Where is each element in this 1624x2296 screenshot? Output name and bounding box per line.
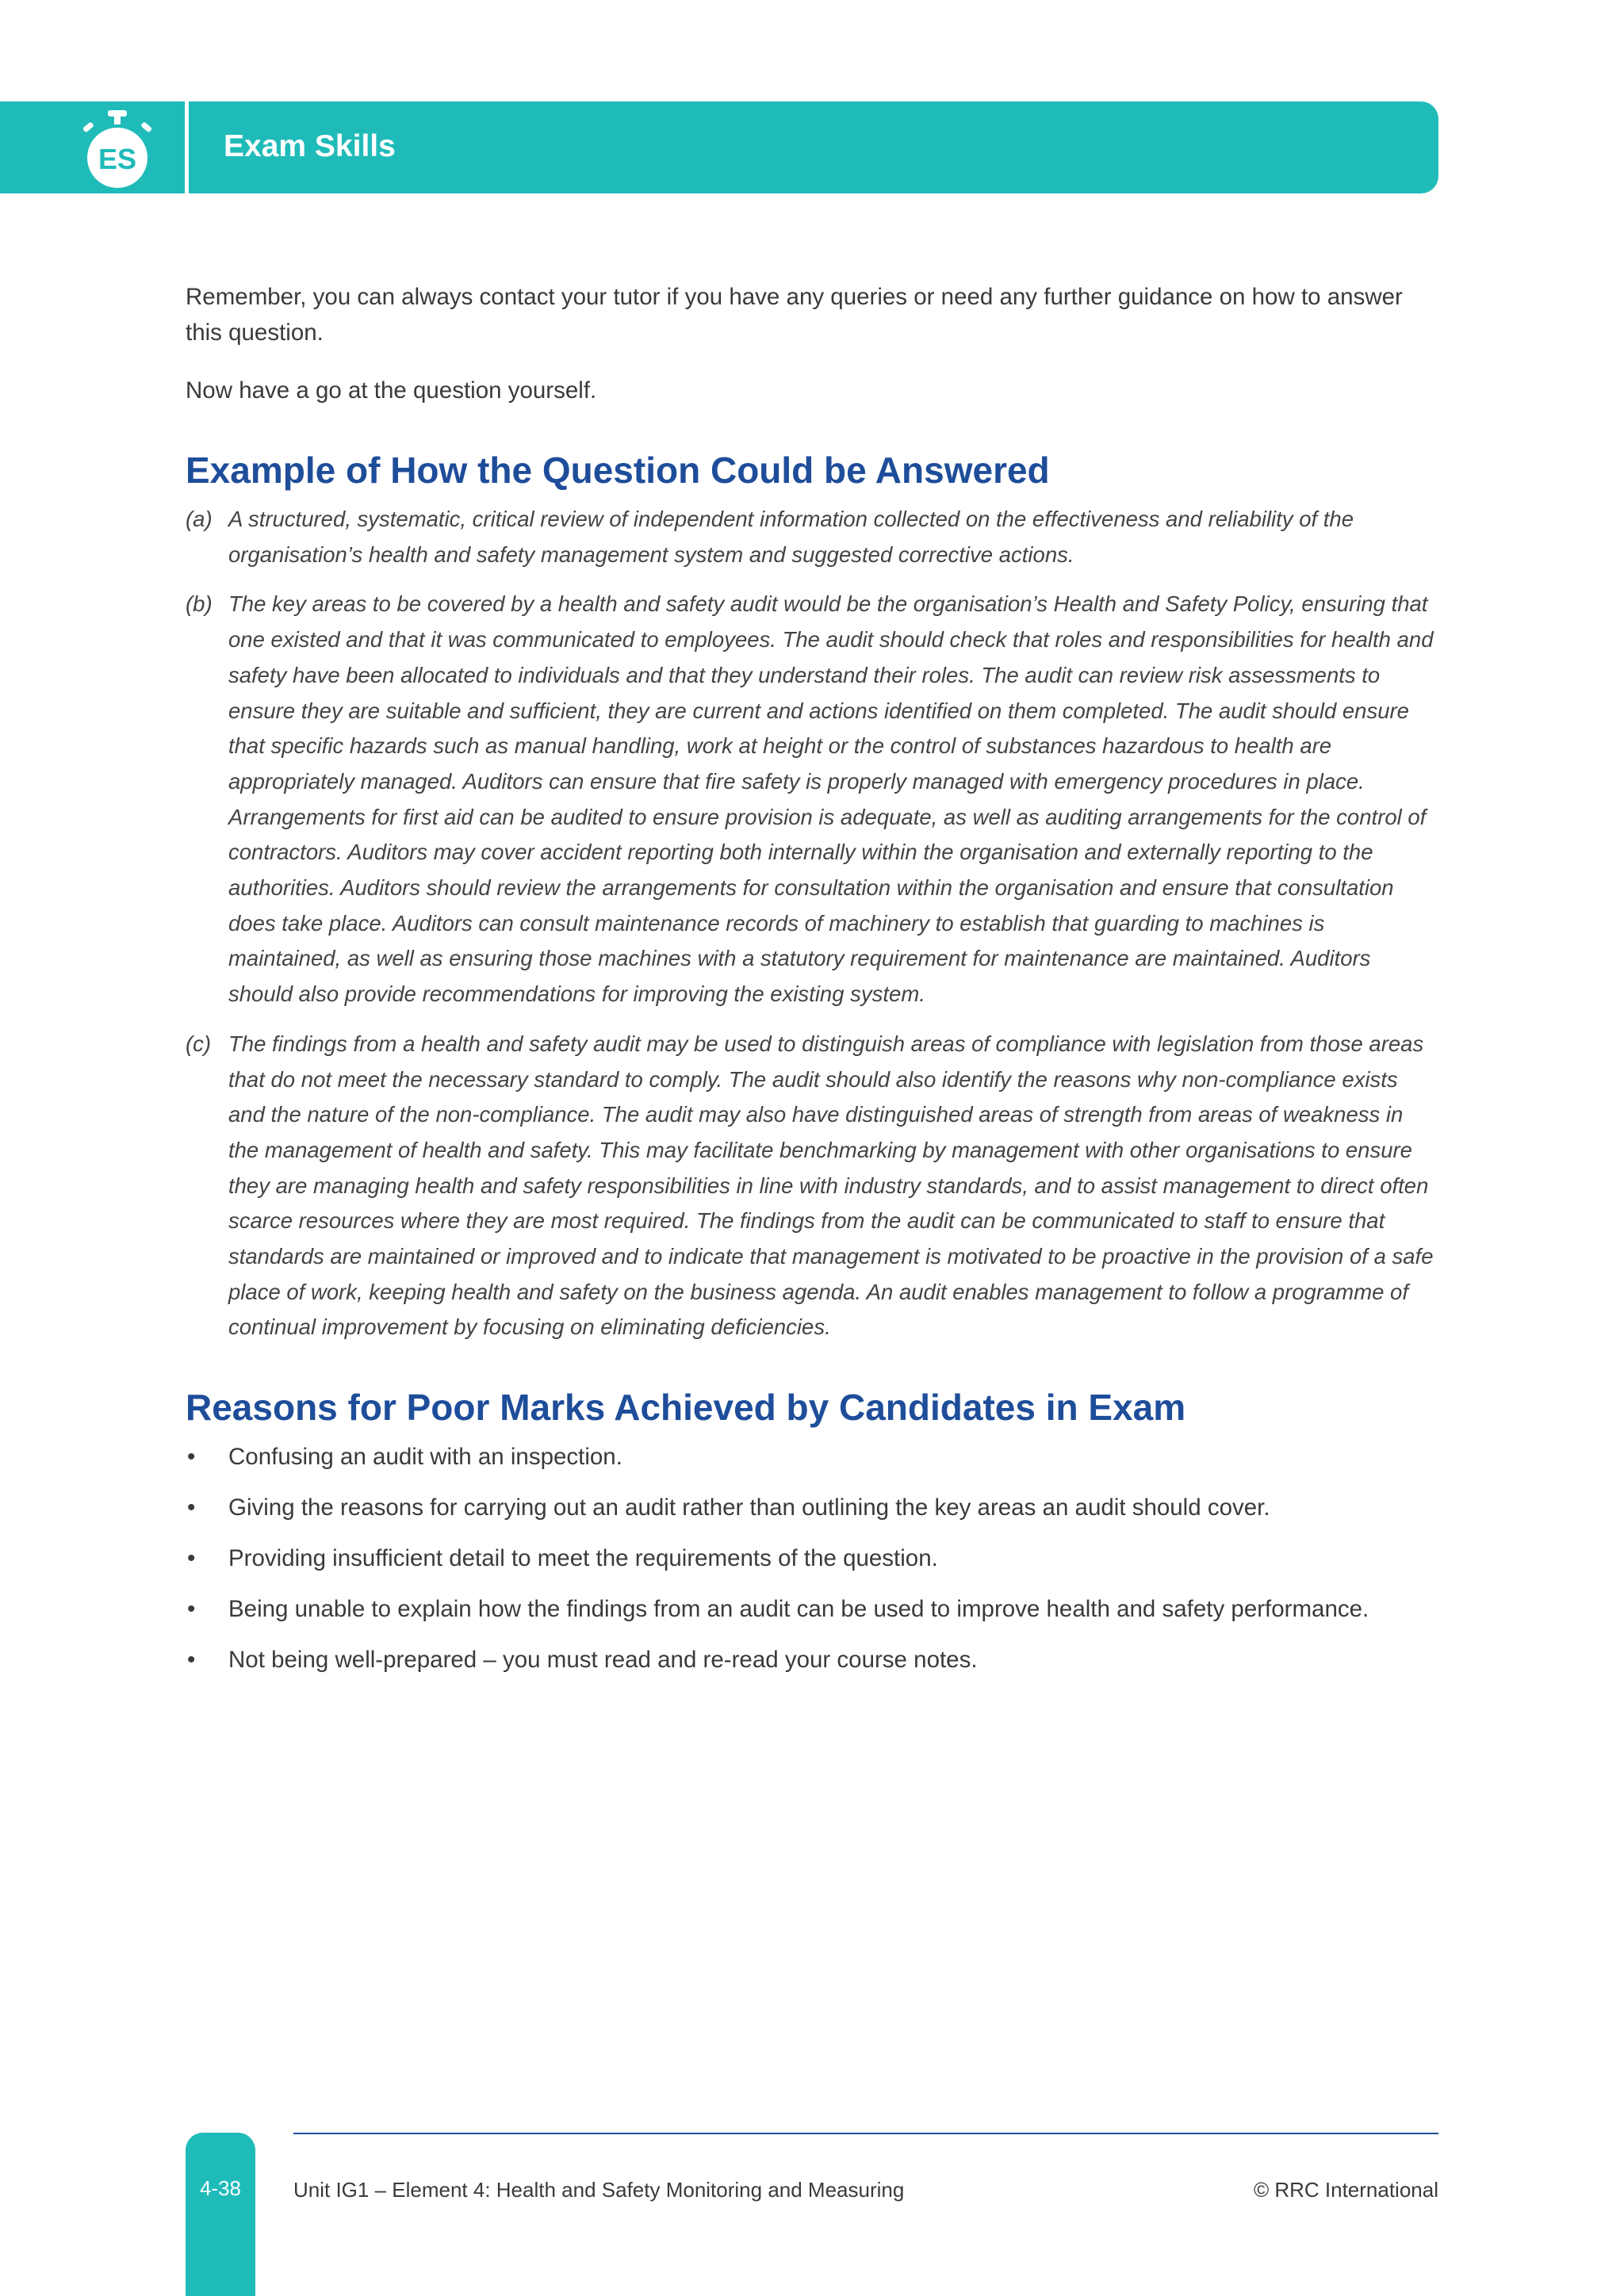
footer-unit-text: Unit IG1 – Element 4: Health and Safety Monitoring and Measuring bbox=[293, 2178, 905, 2202]
intro-paragraph-2: Now have a go at the question yourself. bbox=[186, 377, 597, 404]
answer-text: A structured, systematic, critical review of independent information collected on the effectiveness and reliability of the organisation’s health and safety management system and suggested corrective actions. bbox=[228, 507, 1354, 567]
list-item: • Not being well-prepared – you must read and re-read your course notes. bbox=[186, 1642, 1438, 1678]
answer-list bbox=[186, 502, 1438, 1345]
answer-marker: (b) bbox=[186, 591, 213, 617]
list-item: • Providing insufficient detail to meet the requirements of the question. bbox=[186, 1540, 1438, 1576]
badge-text: ES bbox=[98, 143, 137, 175]
footer-copyright: © RRC International bbox=[1253, 2178, 1438, 2202]
answer-marker: (a) bbox=[186, 507, 213, 531]
reasons-list bbox=[186, 1439, 1438, 1678]
page-number-tab bbox=[186, 2133, 255, 2296]
reasons-heading: Reasons for Poor Marks Achieved by Candidates in Exam bbox=[186, 1387, 1186, 1429]
example-heading: Example of How the Question Could be Answered bbox=[186, 450, 1050, 491]
answer-item-a bbox=[186, 502, 1438, 572]
answer-text: The findings from a health and safety audit may be used to distinguish areas of compliance with legislation from those areas that do not meet the necessary standard to comply. The audit should also identify the reasons why non-compliance exists and the nature of the non-compliance. The audit may also have distinguished areas of strength from areas of weakness in the management of health and safety. This may facilitate benchmarking by management with other organisations to ensure they are managing health and safety responsibilities in line with industry standards, and to assist management to direct often scarce resources where they are most required. The findings from the audit can be communicated to staff to ensure that standards are maintained or improved and to indicate that management is motivated to be proactive in the provision of a safe place of work, keeping health and safety on the business agenda. An audit enables management to follow a programme of continual improvement by focusing on eliminating deficiencies. bbox=[228, 1031, 1434, 1340]
footer-divider bbox=[293, 2133, 1438, 2134]
list-item: • Giving the reasons for carrying out an audit rather than outlining the key areas an audit should cover. bbox=[186, 1490, 1438, 1525]
header-bar bbox=[0, 101, 1438, 193]
section-title: Exam Skills bbox=[224, 129, 396, 163]
answer-marker: (c) bbox=[186, 1031, 212, 1056]
intro-paragraph-1: Remember, you can always contact your tutor if you have any queries or need any further guidance on how to answer this question. bbox=[186, 284, 1403, 346]
answer-item-b bbox=[186, 587, 1438, 1012]
stopwatch-icon bbox=[78, 105, 157, 194]
answer-text: The key areas to be covered by a health and safety audit would be the organisation’s Health and Safety Policy, ensuring that one existed and that it was communicated to employees. The audit should check that roles and responsibilities for health and safety have been allocated to individuals and that they understand their roles. The audit can review risk assessments to ensure they are suitable and sufficient, they are current and actions identified on them completed. The audit should ensure that specific hazards such as manual handling, work at height or the control of substances hazardous to health are appropriately managed. Auditors can ensure that fire safety is properly managed with emergency procedures in place. Arrangements for first aid can be audited to ensure provision is adequate, as well as auditing arrangements for the control of contractors. Auditors may cover accident reporting both internally within the organisation and externally reporting to the authorities. Auditors should review the arrangements for consultation within the organisation and ensure that consultation does take place. Auditors can consult maintenance records of machinery to establish that guarding to machines is maintained, as well as ensuring those machines with a statutory requirement for maintenance are maintained. Auditors should also provide recommendations for improving the existing system. bbox=[228, 591, 1434, 1007]
list-item: • Confusing an audit with an inspection. bbox=[186, 1439, 1438, 1475]
page-number: 4-38 bbox=[199, 2176, 242, 2200]
answer-item-c bbox=[186, 1027, 1438, 1345]
list-item: • Being unable to explain how the findings from an audit can be used to improve health and safety performance. bbox=[186, 1591, 1438, 1627]
main-content bbox=[186, 279, 1438, 1693]
header-divider bbox=[185, 101, 189, 193]
